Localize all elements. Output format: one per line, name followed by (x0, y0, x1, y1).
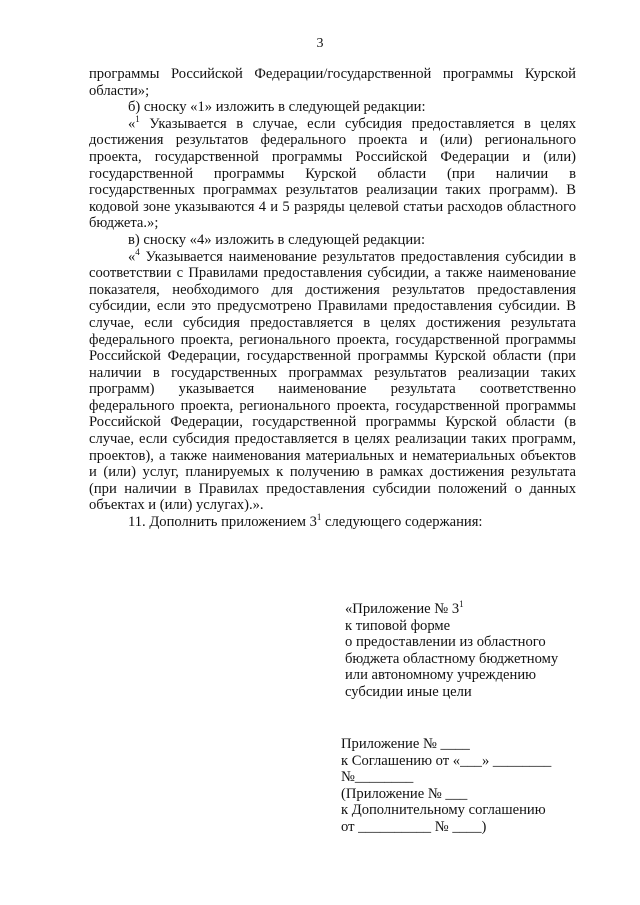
agreement-fields (341, 736, 601, 836)
appendix-heading-line: или автономному учреждению (345, 667, 537, 684)
field-line: к Соглашению от «___» ________ (341, 752, 552, 769)
field-line: (Приложение № ___ (341, 785, 468, 802)
appendix-heading-line: «Приложение № $3^1$ (345, 599, 464, 617)
superscript-marker: 1 (459, 599, 464, 610)
superscript-marker: 4 (135, 246, 140, 257)
field-line: Приложение № ____ (341, 736, 470, 752)
appendix-heading-line: субсидии иные цели (345, 683, 472, 700)
paragraph-item-11: 11. Дополнить приложением $3^1$ следующего содержания: (128, 512, 483, 531)
document-body (89, 66, 576, 531)
field-line: к Дополнительному соглашению (341, 802, 546, 819)
paragraph-footnote-1-intro: б) сноску «1» изложить в следующей редакции: (128, 99, 426, 116)
paragraph-footnote-4-text: «$^4$ Указывается наименование результатов предоставления субсидии в соответствии с Правилами предоставления субсидии, а также наименование показателя, необходимого для достижения результатов предоставления субсидии, если это предусмотрено Правилами предоставления субсидии. В случае, если субсидия предоставляется в целях достижения результата федерального проекта, регионального проекта, государственной программы Российской Федерации, государственной программы Курской области (при наличии в государственных программах результатов реализации таких программ) указывается наименование результата соответственно федерального проекта, регионального проекта, государственной программы Российской Федерации, государственной программы Курской области (в случае, если субсидия предоставляется в целях реализации таких программ, проектов), а также наименования материальных и нематериальных объектов и (или) услуг, планируемых к получению в рамках достижения результата (при наличии в Правилах предоставления субсидии положений о данных объектах и (или) услугах).». (89, 246, 576, 514)
paragraph-footnote-1-text: «$^1$ Указывается в случае, если субсидия предоставляется в целях достижения результатов федерального проекта и (или) регионального проекта, государственной программы Российской Федерации и (или) государственной программы Курской области (при наличии в государственных программах результатов реализации таких программ). В кодовой зоне указываются 4 и 5 разряды целевой статьи расходов областного бюджета.»; (89, 113, 576, 232)
appendix-heading-line: к типовой форме (345, 617, 451, 634)
appendix-heading-line: о предоставлении из областного (345, 634, 546, 651)
page-number: 3 (316, 36, 324, 51)
paragraph-footnote-4-intro: в) сноску «4» изложить в следующей редакции: (128, 231, 425, 248)
paragraph-continuation: программы Российской Федерации/государственной программы Курской области»; (89, 66, 576, 99)
field-line: №________ (341, 769, 414, 786)
superscript-marker: 1 (135, 113, 140, 124)
appendix-heading (345, 601, 595, 701)
field-line: от __________ № ____) (341, 818, 487, 835)
superscript-marker: 1 (316, 512, 322, 523)
appendix-heading-line: бюджета областному бюджетному (345, 650, 559, 667)
